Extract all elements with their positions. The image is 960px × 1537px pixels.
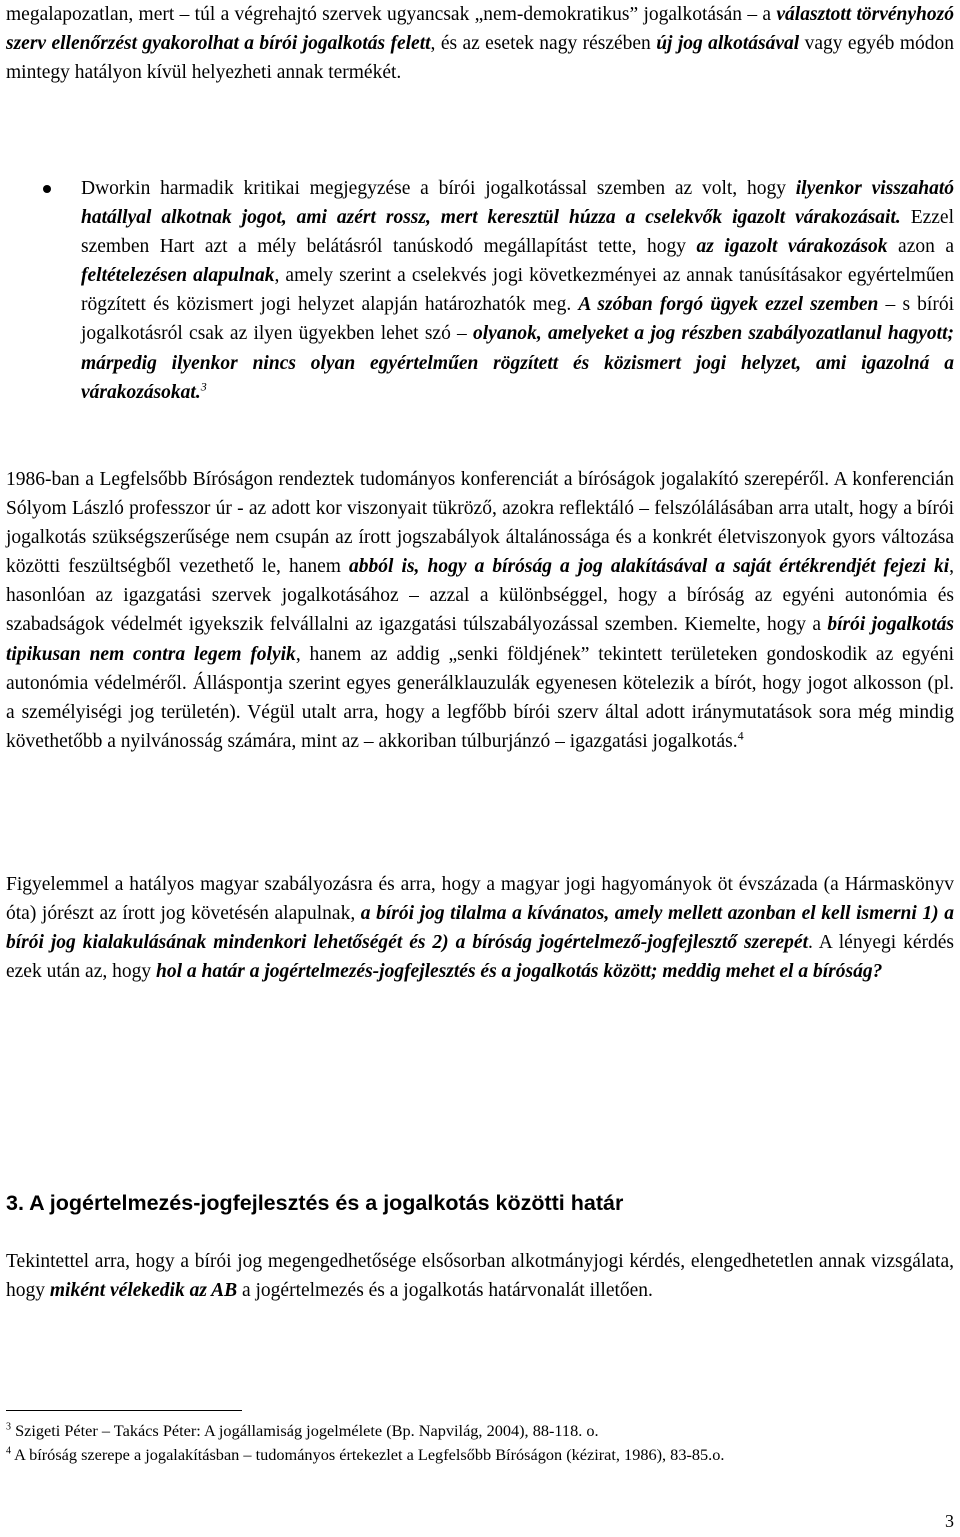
footnote-text: Szigeti Péter ‒ Takács Péter: A jogállamiság jogelmélete (Bp. Napvilág, 2004), 88-118. o. [11, 1421, 599, 1440]
footnote-mark: 4 [6, 1445, 11, 1457]
footnote-4 [6, 1444, 954, 1466]
paragraph-2-bullet [81, 174, 954, 407]
footnote-ref[interactable]: 3 [200, 379, 207, 394]
text-run: Dworkin harmadik kritikai megjegyzése a bírói jogalkotással szemben az volt, hogy [81, 178, 796, 199]
text-run: a jogértelmezés és a jogalkotás határvonalát illetően. [237, 1280, 653, 1302]
text-run: ‒ s bírói jogalkotásról csak az ilyen ügyekben lehet szó ‒ [81, 294, 954, 345]
emphasis-text: új jog alkotásával [656, 33, 800, 55]
text-run: , hasonlóan az igazgatási szervek jogalkotásához ‒ azzal a különbséggel, hogy a bíróság az egyéni autonómia és szabadságok védelmét igyekszik felvállalni az igazgatási túlszabályozással szemben. Kiemelte, hogy a [6, 556, 954, 636]
footnote-ref[interactable]: 4 [737, 728, 744, 743]
emphasis-text: olyanok, amelyeket a jog részben szabályozatlanul hagyott; márpedig ilyenkor nincs olyan egyértelműen rögzített és közismert jogi helyzet, ami igazolná a várakozásokat. [81, 323, 954, 403]
text-run: , amely szerint a cselekvés jogi következményei az annak tanúsításakor egyértelműen rögzített és közismert jogi helyzet alapján határozhatók meg. [81, 265, 954, 316]
emphasis-text: feltételezésen alapulnak [81, 265, 275, 287]
text-run: Figyelemmel a hatályos magyar szabályozásra és arra, hogy a magyar jogi hagyományok öt évszázada (a Hármaskönyv óta) jórészt az írott jog követésén alapulnak, [6, 874, 954, 925]
text-run: 1986-ban a Legfelsőbb Bíróságon rendeztek tudományos konferenciát a bíróságok jogalakító szerepéről. A konferencián Sólyom László professzor úr - az adott kor viszonyait tükröző, azokra reflektáló ‒ felszólálásában arra utalt, hogy a bírói jogalkotás szükségszerűsége nem csupán az írott jogszabályok általánossága és a konkrét életviszonyok gyors változása közötti feszültségből vezethető le, hanem [6, 469, 954, 578]
emphasis-text: bírói jogalkotás tipikusan nem contra legem folyik [6, 614, 954, 665]
footnote-3 [6, 1420, 954, 1442]
paragraph-4 [6, 870, 954, 986]
text-run: megalapozatlan, mert ‒ túl a végrehajtó szervek ugyancsak „nem-demokratikus” jogalkotásán ‒ a [6, 4, 777, 25]
emphasis-text: ilyenkor visszaható hatállyal alkotnak jogot, ami azért rossz, mert keresztül húzza a cselekvők igazolt várakozásait. [81, 178, 954, 229]
text-run: azon a [887, 236, 955, 258]
text-run: Tekintettel arra, hogy a bírói jog megengedhetősége elsősorban alkotmányjogi kérdés, elengedhetetlen annak vizsgálata, hogy [6, 1251, 954, 1302]
emphasis-text: miként vélekedik az AB [49, 1280, 238, 1302]
footnote-text: A bíróság szerepe a jogalakításban ‒ tudományos értekezlet a Legfelsőbb Bíróságon (kézirat, 1986), 83-85.o. [11, 1445, 725, 1464]
text-run: , és az esetek nagy részében [430, 33, 657, 55]
bullet-point [43, 185, 51, 193]
paragraph-5 [6, 1247, 954, 1305]
page-number: 3 [945, 1511, 954, 1531]
footnote-mark: 3 [6, 1421, 11, 1433]
text-run: , hanem az addig „senki földjének” tekintett területeken gondoskodik az egyéni autonómia védelméről. Álláspontja szerint egyes generálklauzulák egyenesen kötelezik a bírót, hogy jogot alkosson (pl. a személyiségi jog területén). Végül utalt arra, hogy a legfőbb bírói szerv által adott iránymutatások sora még mindig követhetőbb a nyilvánosság számára, mint az ‒ akkoriban túlburjánzó ‒ igazgatási jogalkotás. [6, 643, 955, 752]
emphasis-text: abból is, hogy a bíróság a jog alakításával a saját értékrendjét fejezi ki [349, 556, 950, 578]
footnote-separator [6, 1410, 242, 1411]
emphasis-text: A szóban forgó ügyek ezzel szemben [578, 294, 879, 316]
text-run: vagy egyéb módon mintegy hatályon kívül helyezheti annak termékét. [6, 33, 954, 84]
emphasis-text: választott törvényhozó szerv ellenőrzést gyakorolhat a bírói jogalkotás felett [6, 4, 954, 55]
section-heading: 3. A jogértelmezés-jogfejlesztés és a jogalkotás közötti határ [6, 1191, 624, 1215]
paragraph-1 [6, 0, 954, 87]
emphasis-text: a bírói jog tilalma a kívánatos, amely mellett azonban el kell ismerni 1) a bírói jog kialakulásának mindenkori lehetőségét és 2) a bíróság jogértelmező-jogfejlesztő szerepét [6, 903, 954, 954]
paragraph-3 [6, 465, 954, 756]
emphasis-text: hol a határ a jogértelmezés-jogfejlesztés és a jogalkotás között; meddig mehet el a bíróság? [155, 961, 883, 983]
text-run: Ezzel szemben Hart azt a mély belátásról tanúskodó megállapítást tette, hogy [81, 207, 955, 258]
emphasis-text: az igazolt várakozások [696, 236, 888, 258]
text-run: . A lényegi kérdés ezek után az, hogy [6, 932, 954, 983]
